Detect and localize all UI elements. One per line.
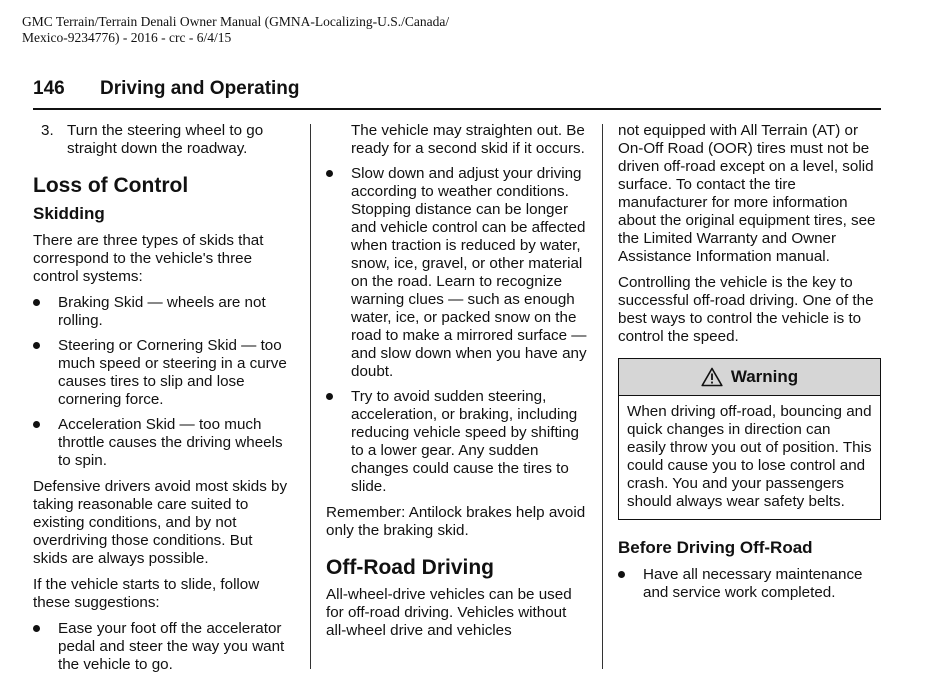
bullet-icon [326,170,333,177]
bullet-icon [618,571,625,578]
list-item-text: Ease your foot off the accelerator pedal and steer the way you want the vehicle to go. [58,620,285,673]
column-1 [33,122,291,682]
step-number: 3. [41,122,54,139]
document-meta [22,14,642,46]
heading-off-road-driving: Off-Road Driving [326,556,494,579]
list-item [618,566,881,602]
list-item [33,337,291,409]
suggestions-list-cont [326,165,588,496]
list-item [33,620,291,674]
column-divider-1 [310,124,311,669]
heading-loss-of-control: Loss of Control [33,174,189,197]
column-3 [618,122,881,610]
list-item-text: Try to avoid sudden steering, acceleration, or braking, including reducing vehicle speed by shifting to a lower gear. Any sudden changes could cause the tires to slide. [351,388,579,495]
meta-line-2: Mexico-9234776) - 2016 - crc - 6/4/15 [22,30,232,45]
bullet-icon [33,299,40,306]
defensive-drivers-paragraph: Defensive drivers avoid most skids by taking reasonable care suited to existing conditions, and by not overdriving those conditions. But skids are always possible. [33,478,288,567]
warning-box [618,358,881,520]
warning-title: Warning [730,367,799,386]
warning-header [619,359,880,396]
list-item-text: Have all necessary maintenance and service work completed. [643,566,863,601]
list-item [326,388,588,496]
list-item-text: Steering or Cornering Skid — too much speed or steering in a curve causes tires to slip and lose cornering force. [58,337,287,408]
column-2 [326,122,588,648]
controlling-paragraph: Controlling the vehicle is the key to successful off-road driving. One of the best ways to control the vehicle is to control the speed. [618,274,874,345]
page-number: 146 [33,78,65,99]
awd-paragraph: All-wheel-drive vehicles can be used for off-road driving. Vehicles without all-wheel drive and vehicles [326,586,572,639]
list-item-text: Acceleration Skid — too much throttle causes the driving wheels to spin. [58,416,283,469]
bullet-icon [33,625,40,632]
list-item-continuation: The vehicle may straighten out. Be ready for a second skid if it occurs. [351,122,585,157]
section-title: Driving and Operating [100,78,300,99]
slide-suggestions-intro: If the vehicle starts to slide, follow these suggestions: [33,576,260,611]
column-divider-2 [602,124,603,669]
suggestions-list [33,620,291,674]
warning-triangle-icon [701,367,723,387]
numbered-step [33,122,291,158]
page-header [33,78,881,110]
awd-paragraph-continued: not equipped with All Terrain (AT) or On-Off Road (OOR) tires must not be driven off-road except on a level, solid surface. To contact the tire manufacturer for more information about the original equipment tires, see the Limited Warranty and Owner Assistance Information manual. [618,122,876,265]
list-item [33,416,291,470]
before-driving-list [618,566,881,602]
heading-skidding: Skidding [33,204,105,223]
skid-intro-paragraph: There are three types of skids that correspond to the vehicle's three control systems: [33,232,264,285]
bullet-icon [33,342,40,349]
bullet-icon [326,393,333,400]
step-text: Turn the steering wheel to go straight down the roadway. [67,122,264,157]
warning-body: When driving off-road, bouncing and quick changes in direction can easily throw you out of position. This could cause you to lose control and crash. You and your passengers should always wear safety belts. [627,403,872,510]
list-item [326,165,588,381]
list-item-text: Braking Skid — wheels are not rolling. [58,294,266,329]
bullet-icon [33,421,40,428]
antilock-remember-paragraph: Remember: Antilock brakes help avoid only the braking skid. [326,504,586,539]
list-item-text: Slow down and adjust your driving according to weather conditions. Stopping distance can be longer and vehicle control can be affected when traction is reduced by water, snow, ice, gravel, or other material on the road. Learn to recognize warning clues — such as enough water, ice, or packed snow on the road to make a mirrored surface — and slow down when you have any doubt. [351,165,587,380]
skid-types-list [33,294,291,470]
list-item [33,294,291,330]
heading-before-driving-off-road: Before Driving Off-Road [618,538,813,557]
meta-line-1: GMC Terrain/Terrain Denali Owner Manual (GMNA-Localizing-U.S./Canada/ [22,14,450,29]
